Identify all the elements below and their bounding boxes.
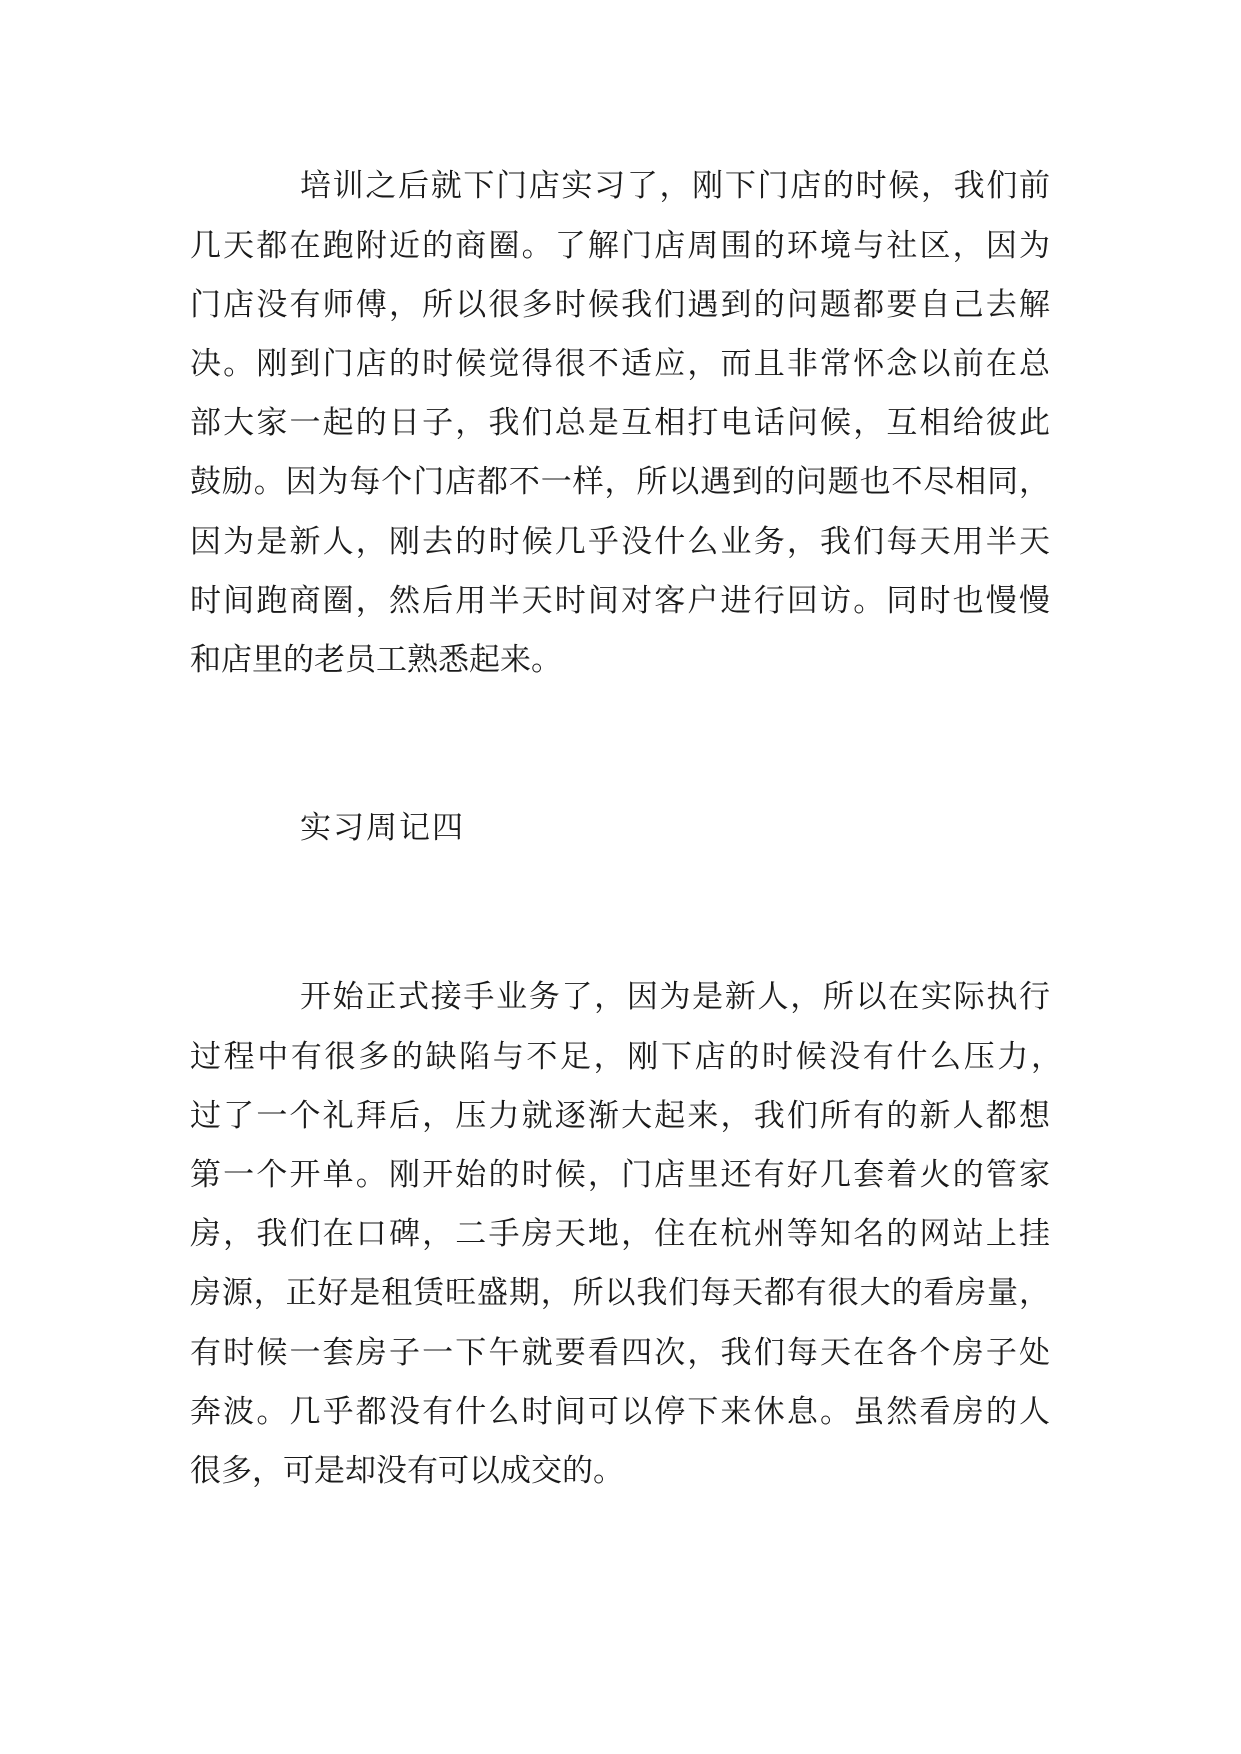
paragraph-1-line: 培训之后就下门店实习了，刚下门店的时候，我们前 bbox=[300, 168, 1050, 204]
paragraph-2-line: 开始正式接手业务了，因为是新人，所以在实际执行 bbox=[300, 979, 1050, 1015]
paragraph-2-line: 房源，正好是租赁旺盛期，所以我们每天都有很大的看房量， bbox=[190, 1275, 1050, 1311]
paragraph-1-line: 部大家一起的日子，我们总是互相打电话问候，互相给彼此 bbox=[190, 405, 1050, 441]
paragraph-1-line: 决。刚到门店的时候觉得很不适应，而且非常怀念以前在总 bbox=[190, 346, 1050, 382]
paragraph-2-line: 第一个开单。刚开始的时候，门店里还有好几套着火的管家 bbox=[190, 1157, 1050, 1193]
paragraph-1-line: 因为是新人，刚去的时候几乎没什么业务，我们每天用半天 bbox=[190, 524, 1050, 560]
paragraph-1-line: 鼓励。因为每个门店都不一样，所以遇到的问题也不尽相同， bbox=[190, 464, 1050, 500]
paragraph-2-line: 很多，可是却没有可以成交的。 bbox=[190, 1453, 624, 1489]
section-heading: 实习周记四 bbox=[300, 810, 465, 846]
paragraph-2-line: 房，我们在口碑，二手房天地，住在杭州等知名的网站上挂 bbox=[190, 1216, 1050, 1252]
paragraph-1-line: 时间跑商圈，然后用半天时间对客户进行回访。同时也慢慢 bbox=[190, 583, 1050, 619]
paragraph-1-line: 几天都在跑附近的商圈。了解门店周围的环境与社区，因为 bbox=[190, 228, 1050, 264]
paragraph-2-line: 有时候一套房子一下午就要看四次，我们每天在各个房子处 bbox=[190, 1335, 1050, 1371]
paragraph-2-line: 过了一个礼拜后，压力就逐渐大起来，我们所有的新人都想 bbox=[190, 1098, 1050, 1134]
paragraph-2-line: 奔波。几乎都没有什么时间可以停下来休息。虽然看房的人 bbox=[190, 1394, 1050, 1430]
paragraph-1-line: 门店没有师傅，所以很多时候我们遇到的问题都要自己去解 bbox=[190, 287, 1050, 323]
paragraph-2-line: 过程中有很多的缺陷与不足，刚下店的时候没有什么压力， bbox=[190, 1039, 1062, 1075]
paragraph-1-line: 和店里的老员工熟悉起来。 bbox=[190, 642, 562, 678]
